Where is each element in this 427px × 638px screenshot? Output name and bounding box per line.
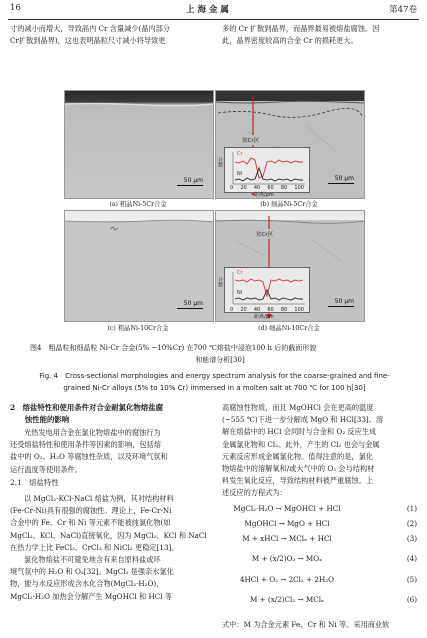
panel-label-d: (d) 细晶Ni-10Cr合金 [258,325,320,332]
figure-caption-cn [30,342,410,366]
figure-caption-en [12,370,417,394]
tick: 80 [280,307,288,313]
molten-salt-paragraph [10,493,215,603]
inset-y-label: 计数 [217,277,223,287]
text-line: 还受熔盐特性和使用条件等因素的影响，包括熔 [10,440,161,450]
text-line: 元素反应形成金属氯化物。值得注意的是，氯化 [222,451,373,461]
micrograph-d [215,210,365,322]
inset-cr-label: Cr [237,151,243,157]
inset-x-label: 距离/μm [254,314,274,320]
section-heading [10,402,220,426]
text-line: 金属氯化物和 Cl₂。此外，产生的 Cl₂ 也会与金属 [222,439,380,449]
tick: 40 [253,307,261,313]
text-line: (Fe-Cr-Ni)具有很强的腐蚀性。理论上，Fe-Cr-Ni [10,506,172,516]
text-line: 氯化物熔盐不可避免地含有来自原料盐或环 [24,555,161,565]
panel-label-b: (b) 细晶Ni-5Cr合金 [260,201,318,208]
heading-line: 蚀性能的影响 [10,415,70,424]
tick: 0 [230,185,234,191]
caption-line: Fig. 4 Cross-sectional morphologies and energy spectrum analysis for the coarse-grained and fine- [39,372,390,380]
equation-2 [227,519,417,533]
micrograph-b [215,90,365,199]
text-line: 盐中的 O₂、H₂O 等腐蚀性杂质，以及环境气氛和 [10,452,168,462]
depleted-zone-label: 贫Cr区 [256,232,274,238]
caption-line: grained Ni-Cr alloys (5% to 10% Cr) immersed in a molten salt at 700 ℃ for 100 h[30] [63,384,366,392]
right-column-paragraph [222,402,422,500]
equation-body: M + (x/2)Cl₂ → MClₓ [249,595,325,604]
text-line: 在热力学上比 FeCl₂、CrCl₃ 和 NiCl₂ 更稳定[13]。 [10,542,179,552]
equation-number: (4) [406,554,417,563]
text-line: 寸的减小而增大，导致晶内 Cr 含量减少(晶内部分 [10,24,171,33]
tick: 60 [267,185,274,191]
equation-body: 4HCl + O₂ → 2Cl₂ + 2H₂O [239,575,335,584]
inset-cr-label: Cr [237,270,243,276]
tick: 60 [267,307,274,313]
tick: 20 [240,185,247,191]
equation-body: MgCl₂·H₂O → MgOHCl + HCl [233,504,341,513]
top-left-paragraph [10,23,210,47]
text-line: 境气氛中的 H₂O 和 O₂[32]。MgCl₂ 是强亲水氯化 [10,567,174,577]
micrograph-a [64,90,214,199]
equation-number: (5) [406,575,417,584]
scale-bar-label: 50 μm [334,175,354,182]
equation-body: MgOHCl → MgO + HCl [244,519,330,528]
text-line: 光热发电用合金在氯化物熔盐中的腐蚀行为 [24,428,161,437]
tick: 100 [294,185,304,191]
equation-number: (1) [406,504,417,513]
tick: 80 [280,185,288,191]
text-line: Cr扩散到晶界)，这也表明晶粒尺寸减小将导致更 [10,36,166,46]
equation-number: (6) [406,595,417,604]
caption-line: 图4 粗晶粒和细晶粒 Ni-Cr 合金(5% ~10%Cr) 在700 ℃熔盐中浸泡100 h 后的截面形貌 [30,344,317,352]
tick: 0 [230,307,234,313]
text-line: (~555 ℃)下进一步分解成 MgO 和 HCl[33]。溶 [222,415,384,425]
text-line: 运行温度等使用条件。 [10,464,82,474]
text-line: 解在熔盐中的 HCl 会同时与合金和 O₂ 反应生成 [222,427,377,437]
text-line: 此，晶界密度较高的合金 Cr 的损耗更大。 [222,36,358,46]
scale-bar-label: 50 μm [183,300,203,307]
equation-4 [227,554,417,568]
inset-ni-label: Ni [237,290,243,296]
section-intro-paragraph [10,427,215,476]
equation-3 [227,534,417,548]
top-right-paragraph [222,23,422,47]
text-line: 合金中的 Fe、Cr 和 Ni 等元素不能被纯氯化物(如 [10,518,171,528]
tick: 40 [253,185,261,191]
equation-body: M + xHCl → MClₓ + HCl [242,534,332,543]
tick: 20 [240,307,247,313]
equation-1 [227,504,417,518]
text-line: 物熔盐中的溶解氧和/或大气中的 O₂ 会与结构材 [222,464,375,474]
equation-body: M + (x/2)O₂ → MOₓ [251,554,323,563]
text-line: 以 MgCl₂-KCl-NaCl 熔盐为例，其对结构材料 [24,494,174,503]
equation-5 [227,575,417,589]
page-number: 16 [10,3,21,13]
scale-bar-label: 50 μm [334,298,354,305]
page-header [0,0,427,18]
text-line: MgCl₂·H₂O 加热会分解产生 MgOHCl 和 HCl 等 [10,591,173,601]
text-line: 式中：M 为合金元素 Fe、Cr 和 Ni 等。采用商业软 [222,620,390,629]
subsection-heading: 2.1 熔盐特性 [10,478,59,487]
micrograph-c [64,210,214,322]
volume-label: 第47卷 [389,5,417,15]
text-line: 高腐蚀性物质，而且 MgOHCl 会在更高的温度 [222,403,374,412]
journal-title: 上 海 金 属 [186,5,229,15]
right-footer-line [222,619,422,631]
caption-line: 和能谱分析[30] [195,356,245,364]
text-line: MgCl₂、KCl、NaCl)直接氧化，因为 MgCl₂、KCl 和 NaCl [10,530,207,540]
equation-number: (2) [406,519,417,528]
heading-line: 2 熔盐特性和使用条件对合金耐氯化物熔盐腐 [10,403,163,412]
inset-x-label: 距离/μm [254,192,274,198]
panel-label-c: (c) 粗晶Ni-10Cr合金 [107,325,169,332]
text-line: 多的 Cr 扩散到晶界，而晶界最易被熔盐腐蚀。因 [222,24,380,33]
equation-6 [227,595,417,609]
text-line: 述反应的方程式为： [222,488,287,498]
text-line: 物，能与水反应形成含水化合物(MgCl₂·H₂O)， [10,579,164,589]
panel-label-a: (a) 粗晶Ni-5Cr合金 [109,201,167,208]
inset-ni-label: Ni [237,171,243,177]
depleted-zone-label: 贫Cr区 [242,138,260,144]
tick: 100 [294,307,304,313]
scale-bar-label: 50 μm [183,177,203,184]
header-rule [8,19,419,20]
text-line: 料发生氧化反应，导致结构材料被严重腐蚀。上 [222,476,373,486]
equation-number: (3) [406,534,417,543]
inset-y-label: 计数 [217,157,223,167]
